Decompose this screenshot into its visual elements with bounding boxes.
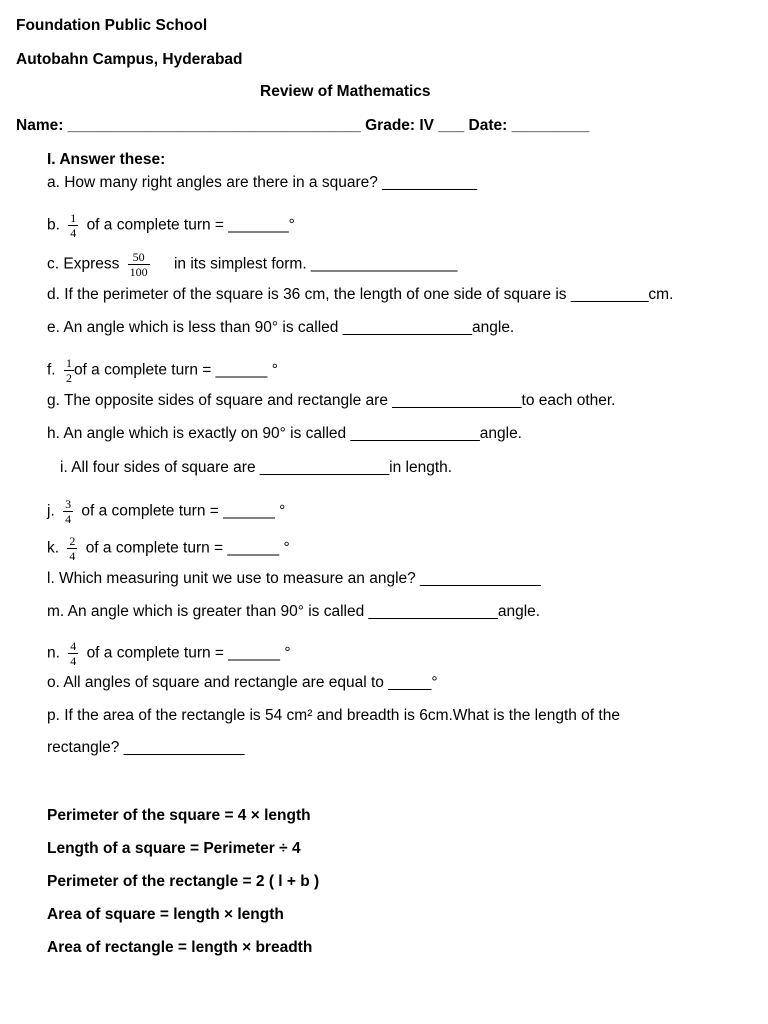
- question-b: [47, 212, 295, 239]
- question-n-text: of a complete turn = ______ °: [86, 644, 291, 662]
- question-j-prefix: j.: [47, 502, 55, 520]
- fraction-numerator: 1: [65, 356, 72, 370]
- question-l: l. Which measuring unit we use to measure an angle? ______________: [47, 570, 541, 587]
- question-o: o. All angles of square and rectangle are equal to _____°: [47, 674, 438, 691]
- question-k-fraction: [67, 535, 77, 562]
- question-f: [47, 357, 278, 384]
- fraction-denominator: 4: [70, 226, 77, 240]
- question-j-fraction: [63, 498, 73, 525]
- question-d: d. If the perimeter of the square is 36 cm, the length of one side of square is _________cm.: [47, 286, 674, 303]
- question-f-text: of a complete turn = ______ °: [73, 361, 278, 379]
- question-i: i. All four sides of square are _______________in length.: [60, 459, 453, 476]
- name-blank: __________________________________: [67, 117, 361, 134]
- campus-name: Autobahn Campus, Hyderabad: [16, 51, 243, 68]
- question-k-prefix: k.: [47, 539, 60, 557]
- question-k: [47, 535, 290, 562]
- question-b-text: of a complete turn = _______°: [86, 216, 295, 234]
- question-e: e. An angle which is less than 90° is called _______________angle.: [47, 319, 515, 336]
- question-n-prefix: n.: [47, 644, 60, 662]
- question-j-text: of a complete turn = ______ °: [81, 502, 286, 520]
- question-c-prefix: c. Express: [47, 255, 120, 273]
- fraction-numerator: 50: [128, 251, 150, 265]
- name-label: Name:: [16, 117, 64, 134]
- formula-1: Perimeter of the square = 4 × length: [47, 807, 311, 824]
- formula-4: Area of square = length × length: [47, 906, 284, 923]
- formula-5: Area of rectangle = length × breadth: [47, 939, 313, 956]
- question-a: a. How many right angles are there in a square? ___________: [47, 174, 477, 191]
- fraction-numerator: 2: [69, 534, 76, 548]
- question-c-text: in its simplest form. _________________: [173, 255, 458, 273]
- question-j: [47, 498, 285, 525]
- question-m: m. An angle which is greater than 90° is called _______________angle.: [47, 603, 541, 620]
- fraction-denominator: 4: [69, 549, 76, 563]
- fraction-denominator: 2: [65, 371, 72, 385]
- question-h: h. An angle which is exactly on 90° is called _______________angle.: [47, 425, 522, 442]
- question-f-prefix: f.: [47, 361, 56, 379]
- question-k-text: of a complete turn = ______ °: [85, 539, 290, 557]
- formula-3: Perimeter of the rectangle = 2 ( l + b ): [47, 873, 320, 890]
- question-b-fraction: [68, 212, 78, 239]
- question-c: [47, 251, 457, 278]
- question-g: g. The opposite sides of square and rectangle are _______________to each other.: [47, 392, 616, 409]
- fraction-denominator: 4: [70, 654, 77, 668]
- fraction-numerator: 3: [65, 497, 72, 511]
- grade-blank: ___: [438, 117, 465, 134]
- question-n-fraction: [68, 640, 78, 667]
- question-n: [47, 640, 291, 667]
- student-info-row: [16, 116, 589, 136]
- question-p-line2: rectangle? ______________: [47, 739, 245, 756]
- date-blank: _________: [511, 117, 590, 134]
- fraction-numerator: 4: [70, 639, 77, 653]
- question-f-fraction: [64, 357, 74, 384]
- question-b-prefix: b.: [47, 216, 60, 234]
- section-title: I. Answer these:: [47, 151, 166, 168]
- date-label: Date:: [468, 117, 508, 134]
- fraction-numerator: 1: [70, 211, 77, 225]
- fraction-denominator: 4: [65, 512, 72, 526]
- grade-label: Grade: IV: [365, 117, 435, 134]
- worksheet-title: Review of Mathematics: [260, 83, 431, 100]
- school-name: Foundation Public School: [16, 17, 208, 34]
- fraction-denominator: 100: [129, 265, 148, 279]
- question-c-fraction: [128, 251, 150, 278]
- formula-2: Length of a square = Perimeter ÷ 4: [47, 840, 301, 857]
- question-p-line1: p. If the area of the rectangle is 54 cm² and breadth is 6cm.What is the length of the: [47, 707, 620, 724]
